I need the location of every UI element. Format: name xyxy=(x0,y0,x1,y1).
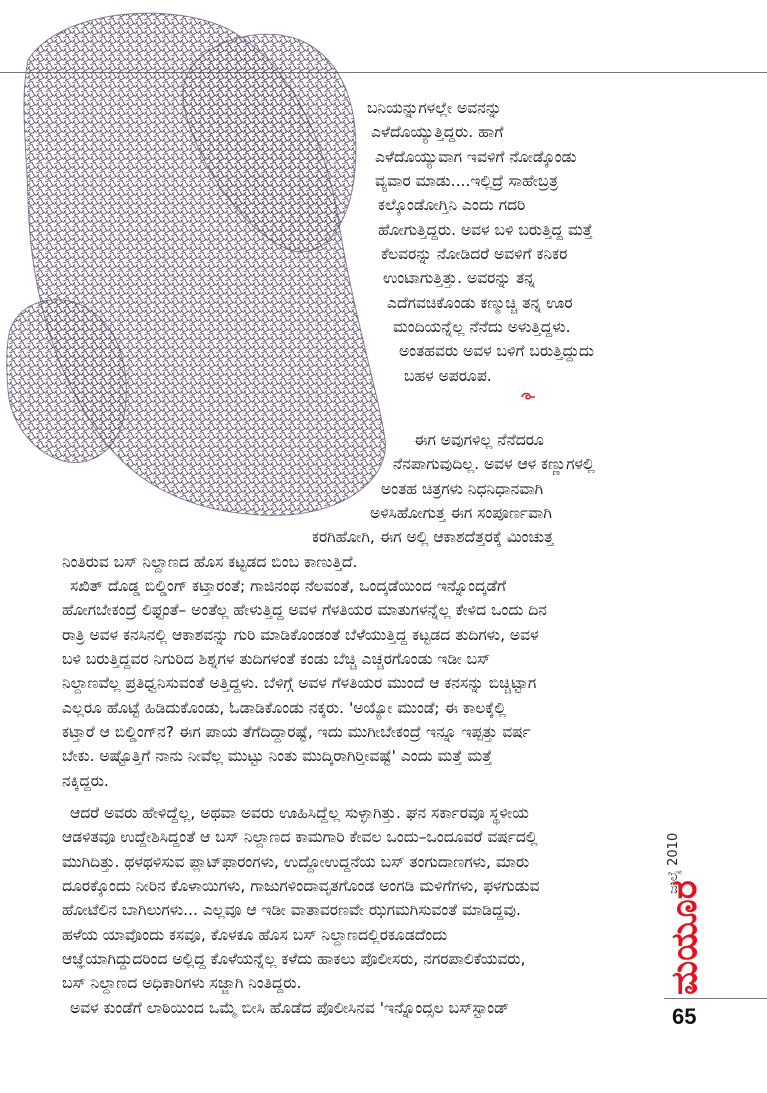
text-line: ಎಳೆದೊಯ್ಯುತ್ತಿದ್ದರು. ಹಾಗೆ xyxy=(371,123,504,141)
text-line: ಎಲ್ಲರೂ ಹೊಟ್ಟೆ ಹಿಡಿದುಕೊಂಡು, ಓಡಾಡಿಕೊಂಡು ನಕ್ಕರು. 'ಅಯ್ಯೋ ಮುಂಡೆ; ಈ ಕಾಲಕ್ಕೆಲ್ಲಿ xyxy=(62,699,507,717)
text-line: ಕಲ್ಕೊಂಡೋಗ್ತಿನಿ ಎಂದು ಗದರಿ xyxy=(378,196,526,214)
text-line: ಹಳೆಯ ಯಾವೊಂದು ಕಸವೂ, ಕೊಳಕೂ ಹೊಸ ಬಸ್ ನಿಲ್ದಾಣದಲ್ಲಿರಕೂಡದೆಂದು xyxy=(62,926,448,944)
text-line: ಕೆಲವರನ್ನು ನೋಡಿದರೆ ಅವಳಿಗೆ ಕನಿಕರ xyxy=(381,245,568,263)
text-line: ಅವಳ ಕುಂಡೆಗೆ ಲಾಠಿಯಿಂದ ಒಮ್ಮೆ ಬೀಸಿ ಹೊಡೆದ ಪೊಲೀಸಿನವ 'ಇನ್ನೊಂದ್ಸಲ ಬಸ್‌ಸ್ಟಾಂಡ್ xyxy=(70,999,509,1017)
issue-month: ಜುಲೈ 2010 xyxy=(666,832,681,894)
text-line: ಸಖಿತ್ ದೊಡ್ಡ ಬಿಲ್ಡಿಂಗ್ ಕಟ್ತಾರಂತೆ; ಗಾಜಿನಂಥ ನೆಲವಂತೆ, ಒಂದ್ಕಡೆಯಿಂದ ಇನ್ನೊಂದ್ಕಡೆಗೆ xyxy=(70,577,506,595)
text-line: ಅಳಿಸಿಹೋಗುತ್ತ ಈಗ ಸಂಪೂರ್ಣವಾಗಿ xyxy=(370,504,552,522)
text-line: ಮುಗಿದಿತ್ತು. ಥಳಥಳಿಸುವ ಪ್ಲಾಟ್‌ಫಾರಂಗಳು, ಉದ್ದೋಉದ್ದನೆಯ ಬಸ್ ತಂಗುದಾಣಗಳು, ಮಾರು xyxy=(62,853,530,871)
text-line: ಅಂತಹವರು ಅವಳ ಬಳಿಗೆ ಬರುತ್ತಿದ್ದುದು xyxy=(399,342,594,360)
text-line: ಕರಗಿಹೋಗಿ, ಈಗ ಅಲ್ಲಿ ಆಕಾಶದೆತ್ತರಕ್ಕೆ ಮಿಂಚುತ್ತ xyxy=(312,528,554,546)
text-line: ನಿಲ್ದಾಣವೆಲ್ಲ ಪ್ರತಿಧ್ವನಿಸುವಂತೆ ಅತ್ತಿದ್ದಳು. ಬೆಳಿಗ್ಗೆ ಅವಳ ಗೆಳತಿಯರ ಮುಂದೆ ಆ ಕನಸನ್ನು ಬಿಚ್ಚಿಟ್ಟಾಗ xyxy=(62,674,537,692)
text-line: ದೂರಕ್ಕೊಂದು ನೀರಿನ ಕೊಳಾಯಿಗಳು, ಗಾಜುಗಳಿಂದಾವೃತಗೊಂಡ ಅಂಗಡಿ ಮಳಿಗೆಗಳು, ಫಳಗುಡುವ xyxy=(62,877,540,895)
text-line: ಬೇಕು. ಅಷ್ಟೊತ್ತಿಗೆ ನಾನು ನೀವೆಲ್ಲ ಮುಟ್ಟು ನಿಂತು ಮುದ್ಕಿರಾಗಿರ್‍ತೀವಷ್ಟೆ' ಎಂದು ಮತ್ತೆ ಮತ್ತೆ xyxy=(62,747,493,765)
text-line: ನಿಂತಿರುವ ಬಸ್ ನಿಲ್ದಾಣದ ಹೊಸ ಕಟ್ಟಡದ ಬಿಂಬ ಕಾಣುತ್ತಿದೆ. xyxy=(62,553,358,571)
text-line: ಬನಿಯನ್ನುಗಳಲ್ಲೇ ಅವನನ್ನು xyxy=(367,99,502,117)
text-line: ಎದೆಗವಚಿಕೊಂಡು ಕಣ್ಮುಚ್ಚಿ ತನ್ನ ಊರ xyxy=(387,294,573,312)
text-line: ಉಂಟಾಗುತ್ತಿತ್ತು. ಅವರನ್ನು ತನ್ನ xyxy=(383,269,535,287)
text-line: ಹೋಟೆಲಿನ ಬಾಗಿಲುಗಳು... ಎಲ್ಲವೂ ಆ ಇಡೀ ವಾತಾವರಣವೇ ಝಗಮಗಿಸುವಂತೆ ಮಾಡಿದ್ದವು. xyxy=(62,901,521,919)
text-line: ಹೋಗುತ್ತಿದ್ದರು. ಅವಳ ಬಳಿ ಬರುತ್ತಿದ್ದ ಮತ್ತೆ xyxy=(378,221,593,239)
text-line: ಮಂದಿಯನ್ನೆಲ್ಲ ನೆನೆದು ಅಳುತ್ತಿದ್ದಳು. xyxy=(393,318,571,336)
text-line: ನಕ್ಕಿದ್ದರು. xyxy=(62,772,109,790)
text-line: ರಾತ್ರಿ ಅವಳ ಕನಸಿನಲ್ಲಿ ಆಕಾಶವನ್ನು ಗುರಿ ಮಾಡಿಕೊಂಡಂತೆ ಬೆಳೆಯುತ್ತಿದ್ದ ಕಟ್ಟಡದ ತುದಿಗಳು, ಅವಳ xyxy=(62,626,539,644)
text-line: ಈಗ ಅವುಗಳಿಲ್ಲ ನೆನೆದರೂ xyxy=(414,431,544,449)
hatched-sculpture-illustration xyxy=(0,0,440,530)
text-line: ಬಳಿ ಬರುತ್ತಿದ್ದವರ ನಿಗುರಿದ ಶಿಶ್ನಗಳ ತುದಿಗಳಂತೆ ಕಂಡು ಬೆಚ್ಚಿ ಎಚ್ಚರಗೊಂಡು ಇಡೀ ಬಸ್ xyxy=(62,650,491,668)
text-line: ಆಡಳಿತವೂ ಉದ್ದೇಶಿಸಿದ್ದಂತೆ ಆ ಬಸ್ ನಿಲ್ದಾಣದ ಕಾಮಗಾರಿ ಕೇವಲ ಒಂದು–ಒಂದೂವರೆ ವರ್ಷದಲ್ಲಿ xyxy=(62,828,538,846)
text-line: ಕಟ್ತಾರೆ ಆ ಬಿಲ್ಡಿಂಗ್‌ನ? ಈಗ ಪಾಯ ತೆಗೆದಿದ್ದಾರಷ್ಟೆ, ಇದು ಮುಗೀಬೇಕಂದ್ರೆ ಇನ್ನೂ ಇಪ್ಪತ್ತು ವರ್ಷ xyxy=(62,723,531,741)
footer-rule xyxy=(664,998,767,999)
magazine-masthead: ಮಯೂರ xyxy=(664,880,705,995)
text-line: ಅಂತಹ ಚಿತ್ರಗಳು ನಿಧನಿಧಾನವಾಗಿ xyxy=(381,480,544,498)
text-line: ವ್ಯವಾರ ಮಾಡು....ಇಲ್ಲಿದ್ರೆ ಸಾಹೇಬ್ರತ್ರ xyxy=(375,172,558,190)
text-line: ಹೋಗಬೇಕಂದ್ರೆ ಲಿಫ್ಟಂತೆ– ಅಂತೆಲ್ಲ ಹೇಳುತ್ತಿದ್ದ ಅವಳ ಗೆಳತಿಯರ ಮಾತುಗಳನ್ನೆಲ್ಲ ಕೇಳಿದ ಒಂದು ದಿನ xyxy=(62,601,547,619)
text-line: ಬಸ್ ನಿಲ್ದಾಣದ ಅಧಿಕಾರಿಗಳು ಸಜ್ಜಾಗಿ ನಿಂತಿದ್ದರು. xyxy=(62,974,302,992)
text-line: ಆದರೆ ಅವರು ಹೇಳಿದ್ದೆಲ್ಲ, ಅಥವಾ ಅವರು ಊಹಿಸಿದ್ದೆಲ್ಲ ಸುಳ್ಳಾಗಿತ್ತು. ಘನ ಸರ್ಕಾರವೂ ಸ್ಥಳೀಯ xyxy=(70,804,529,822)
page-number: 65 xyxy=(672,1004,697,1029)
text-line: ಎಳೆದೊಯ್ಯುವಾಗ ಇವಳಿಗೆ ನೋಡ್ಕೊಂಡು xyxy=(375,148,577,166)
text-line: ನೆನಪಾಗುವುದಿಲ್ಲ. ಅವಳ ಆಳ ಕಣ್ಣುಗಳಲ್ಲಿ xyxy=(393,455,595,473)
text-line: ಬಹಳ ಅಪರೂಪ. xyxy=(404,367,492,385)
text-line: ಆಜ್ಞೆಯಾಗಿದ್ದುದರಿಂದ ಅಲ್ಲಿದ್ದ ಕೊಳೆಯನ್ನೆಲ್ಲ ಕಳೆದು ಹಾಕಲು ಪೊಲೀಸರು, ನಗರಪಾಲಿಕೆಯವರು, xyxy=(62,950,526,968)
swirl-ornament-icon xyxy=(520,390,536,404)
